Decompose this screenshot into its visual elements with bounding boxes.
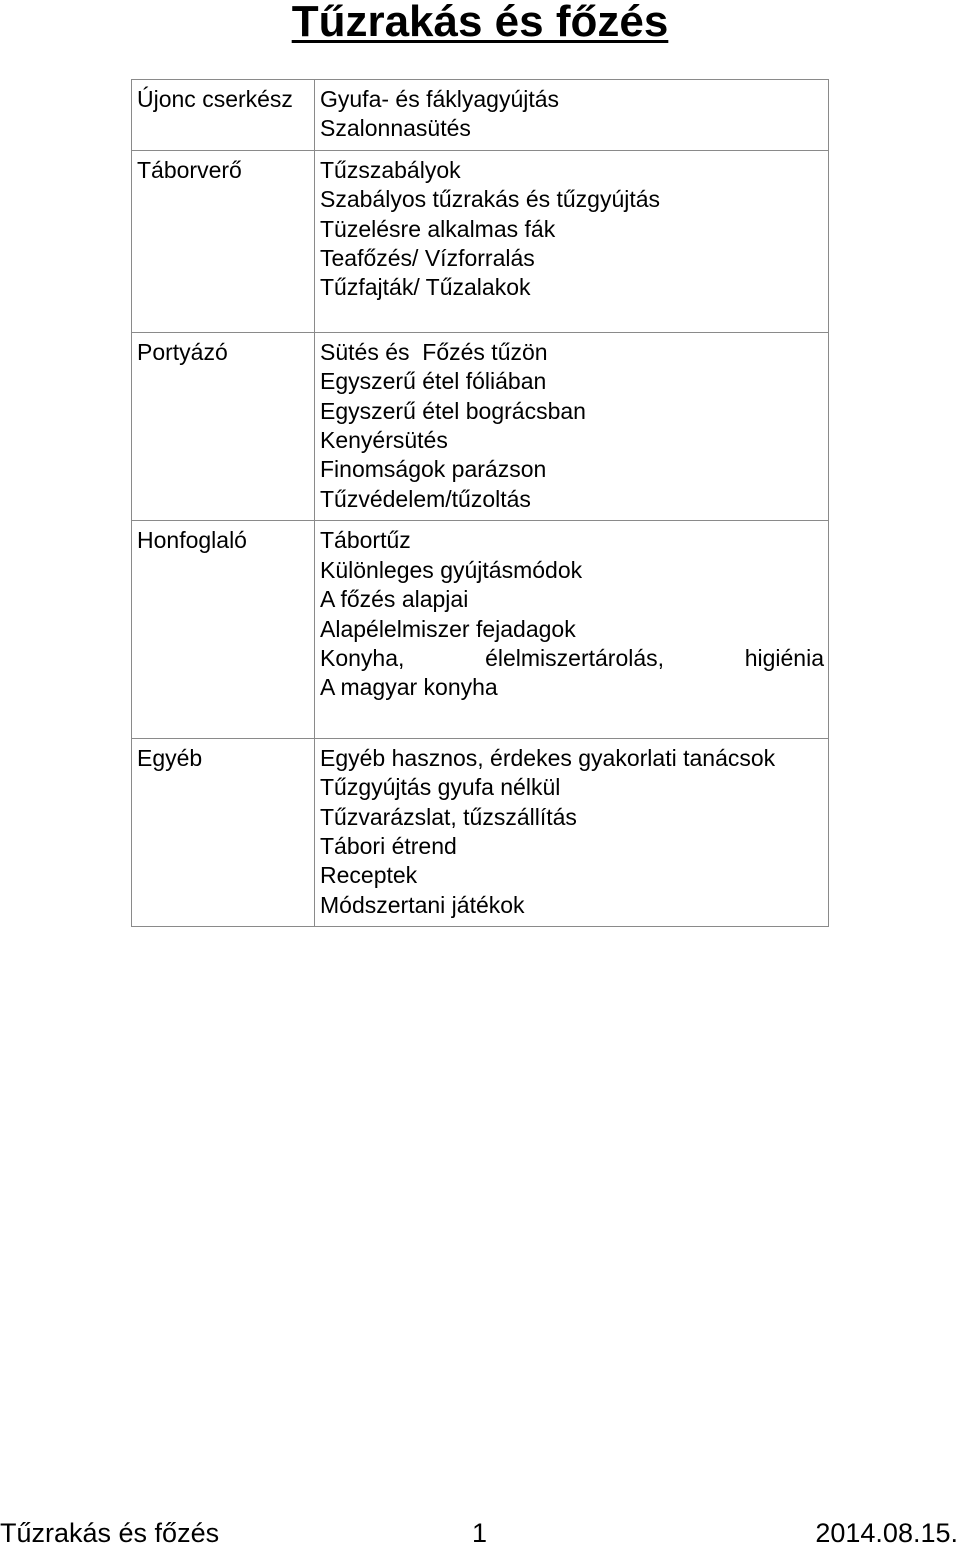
topic-item: Szabályos tűzrakás és tűzgyújtás xyxy=(320,186,661,213)
topics-table xyxy=(131,79,829,927)
topic-item: Tábori étrend xyxy=(320,832,457,859)
topic-word: Konyha, xyxy=(320,644,405,671)
topic-item: A főzés alapjai xyxy=(320,586,469,613)
topic-item: Tűzgyújtás gyufa nélkül xyxy=(320,774,561,801)
topics-cell xyxy=(315,521,829,738)
level-cell: Portyázó xyxy=(132,332,315,520)
page-footer xyxy=(0,1518,960,1548)
topic-item: Tábortűz xyxy=(320,527,411,554)
topic-item: Tűzszabályok xyxy=(320,156,461,183)
page-title: Tűzrakás és főzés xyxy=(291,0,669,46)
table-row xyxy=(132,332,829,520)
topic-item: Különleges gyújtásmódok xyxy=(320,556,583,583)
topic-item: A magyar konyha xyxy=(320,674,498,701)
footer-page-number: 1 xyxy=(472,1518,488,1548)
level-cell: Táborverő xyxy=(132,150,315,332)
topic-word: higiénia xyxy=(744,644,824,671)
topic-item: Tűzvarázslat, tűzszállítás xyxy=(320,803,577,830)
topics-cell xyxy=(315,738,829,926)
topic-item: Tűzvédelem/tűzoltás xyxy=(320,485,531,512)
table-row xyxy=(132,150,829,332)
topic-item: Módszertani játékok xyxy=(320,891,525,918)
topic-word: élelmiszertárolás, xyxy=(485,644,665,671)
topic-item: Egyéb hasznos, érdekes gyakorlati tanácsok xyxy=(320,744,776,771)
level-cell: Honfoglaló xyxy=(132,521,315,738)
topics-cell xyxy=(315,332,829,520)
topic-item: Szalonnasütés xyxy=(320,115,471,142)
footer-date: 2014.08.15. xyxy=(815,1518,958,1548)
topic-item: Tüzelésre alkalmas fák xyxy=(320,215,556,242)
topic-item: Finomságok parázson xyxy=(320,456,547,483)
level-cell: Újonc cserkész xyxy=(132,80,315,151)
topic-item: Gyufa- és fáklyagyújtás xyxy=(320,86,560,112)
table-row xyxy=(132,80,829,151)
topic-item: Tűzfajták/ Tűzalakok xyxy=(320,274,531,301)
topics-cell xyxy=(315,150,829,332)
topic-item: Kenyérsütés xyxy=(320,427,448,454)
topic-item: Egyszerű étel bográcsban xyxy=(320,397,586,424)
topic-item: Alapélelmiszer fejadagok xyxy=(320,615,576,642)
topic-item: Teafőzés/ Vízforralás xyxy=(320,245,535,272)
table-row xyxy=(132,738,829,926)
topic-item-justified xyxy=(320,644,824,673)
footer-doc-title: Tűzrakás és főzés xyxy=(0,1518,220,1548)
level-cell: Egyéb xyxy=(132,738,315,926)
topics-cell xyxy=(315,80,829,151)
topic-item: Egyszerű étel fóliában xyxy=(320,368,547,395)
topic-item: Sütés és Főzés tűzön xyxy=(320,338,548,365)
table-row xyxy=(132,521,829,738)
topic-item: Receptek xyxy=(320,862,418,889)
